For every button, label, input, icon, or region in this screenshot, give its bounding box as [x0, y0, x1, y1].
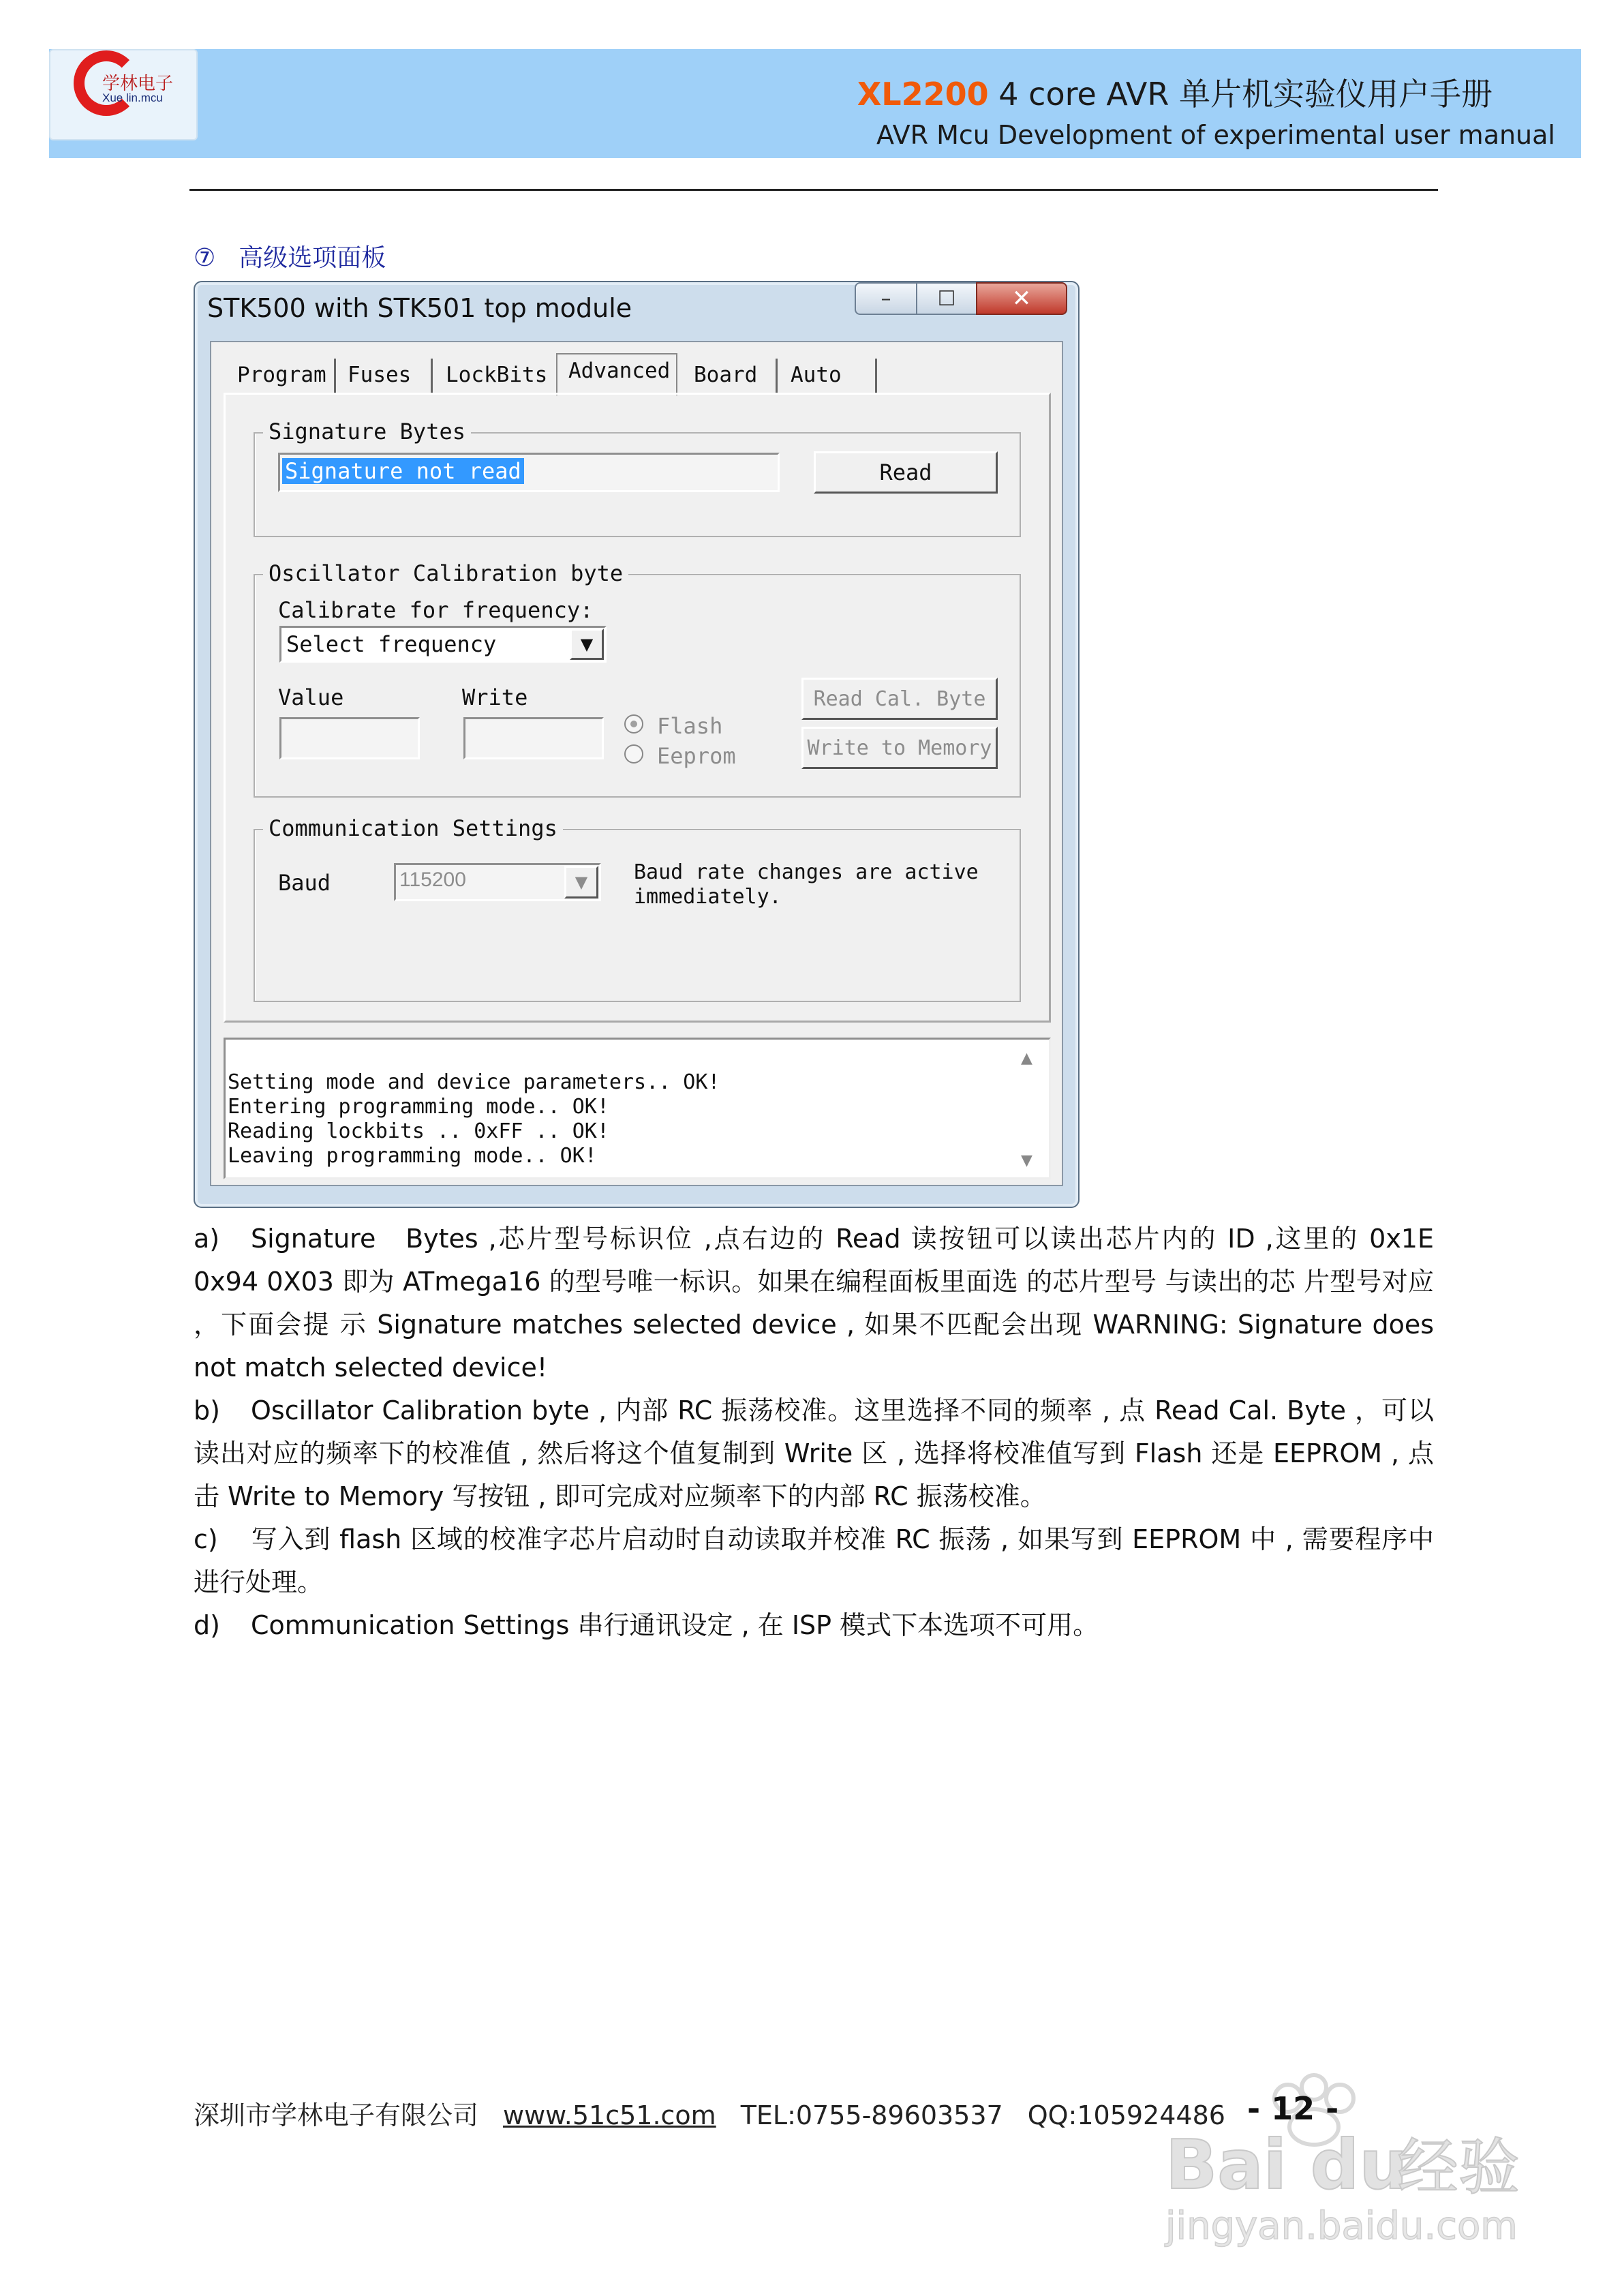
signature-value: Signature not read: [282, 458, 524, 484]
header-subtitle: AVR Mcu Development of experimental user manual: [876, 120, 1555, 150]
tab-lockbits[interactable]: LockBits: [446, 363, 548, 387]
paragraph-d: [194, 1604, 1434, 1647]
paragraph-text: Signature Bytes ,芯片型号标识位 ,点右边的 Read 读按钮可以读出芯片内的 ID ,这里的 0x1E 0x94 0X03 即为 ATmega16 的型号唯一标识。如果在编程面板里面选 的芯片型号 与读出的芯 片型号对应 ，下面会提 示 Signature matches selected device , 如果不匹配会出现 WARNING: Signature does not match selected device!: [194, 1224, 1434, 1383]
tab-board[interactable]: Board: [694, 363, 758, 387]
page-number: - 12 -: [1247, 2090, 1339, 2127]
oscillator-group-title: Oscillator Calibration byte: [263, 560, 628, 586]
svg-text:jingyan.baidu.com: jingyan.baidu.com: [1165, 2204, 1518, 2248]
tab-auto[interactable]: Auto: [791, 363, 842, 387]
section-title: 高级选项面板: [239, 244, 386, 272]
page-footer: [194, 2094, 1250, 2132]
section-heading: [194, 239, 386, 273]
maximize-button[interactable]: [916, 282, 977, 315]
read-signature-button[interactable]: Read: [814, 451, 998, 494]
log-line: Setting mode and device parameters.. OK!: [228, 1070, 720, 1094]
value-label: Value: [278, 684, 344, 710]
footer-company: 深圳市学林电子有限公司: [194, 2100, 479, 2130]
footer-website-link[interactable]: www.51c51.com: [503, 2100, 716, 2130]
section-number: ⑦: [194, 244, 216, 272]
tab-fuses[interactable]: Fuses: [348, 363, 412, 387]
header-title-rest: 4 core AVR 单片机实验仪用户手册: [988, 76, 1493, 112]
chevron-down-icon[interactable]: ▼: [570, 629, 604, 660]
close-icon: ✕: [1011, 285, 1032, 312]
paragraph-text: 写入到 flash 区域的校准字芯片启动时自动读取并校准 RC 振荡 , 如果写到 EEPROM 中 , 需要程序中进行处理。: [194, 1524, 1434, 1597]
baud-note-line2: immediately.: [634, 885, 782, 909]
baud-chevron-down-icon[interactable]: ▼: [564, 866, 598, 898]
write-field[interactable]: [463, 717, 604, 759]
baud-note-line1: Baud rate changes are active: [634, 860, 979, 884]
header-title: [857, 70, 1493, 115]
scroll-down-icon[interactable]: ▼: [1021, 1152, 1032, 1169]
tab-separator: [431, 359, 433, 393]
paragraph-a: [194, 1218, 1434, 1389]
minimize-button[interactable]: [855, 282, 917, 315]
communication-group-title: Communication Settings: [263, 815, 563, 841]
paragraph-marker: c): [194, 1524, 218, 1554]
paragraph-marker: d): [194, 1610, 220, 1640]
radio-dot-icon: [630, 721, 637, 727]
svg-text:Bai du: Bai du: [1165, 2125, 1408, 2205]
write-to-memory-button[interactable]: Write to Memory: [801, 727, 998, 769]
tab-separator: [776, 359, 778, 393]
value-field[interactable]: [279, 717, 420, 759]
paragraph-c: [194, 1518, 1434, 1604]
footer-tel: TEL:0755-89603537: [740, 2100, 1003, 2130]
paragraph-text: Communication Settings 串行通讯设定 , 在 ISP 模式下本选项不可用。: [251, 1610, 1099, 1640]
flash-radio-label: Flash: [657, 713, 723, 739]
svg-text:经验: 经验: [1397, 2132, 1520, 2203]
eeprom-radio[interactable]: [624, 744, 643, 764]
tab-separator: [334, 359, 336, 393]
logo-text-cn: 学林电子: [102, 74, 174, 94]
logo-text-en: Xue lin.mcu: [102, 91, 163, 104]
close-button[interactable]: [976, 282, 1067, 315]
scroll-up-icon[interactable]: ▲: [1021, 1050, 1032, 1067]
write-label: Write: [462, 684, 528, 710]
paragraph-marker: b): [194, 1395, 220, 1425]
log-line: Reading lockbits .. 0xFF .. OK!: [228, 1119, 609, 1143]
baud-label: Baud: [278, 870, 331, 896]
communication-group: [254, 829, 1021, 1002]
minimize-icon: –: [881, 286, 891, 311]
maximize-icon: ☐: [937, 286, 956, 311]
paragraph-b: [194, 1389, 1434, 1518]
read-cal-byte-button[interactable]: Read Cal. Byte: [801, 678, 998, 720]
paragraph-marker: a): [194, 1224, 220, 1254]
tab-separator: [875, 359, 877, 393]
baud-select-value: 115200: [399, 868, 466, 891]
footer-qq: QQ:105924486: [1027, 2100, 1225, 2130]
signature-group-title: Signature Bytes: [263, 419, 471, 444]
log-line: Leaving programming mode.. OK!: [228, 1144, 597, 1168]
header-divider: [189, 189, 1438, 191]
paragraph-text: Oscillator Calibration byte , 内部 RC 振荡校准。这里选择不同的频率 , 点 Read Cal. Byte ，可以读出对应的频率下的校准值 , 然后将这个值复制到 Write 区 , 选择将校准值写到 Flash 还是 EEPROM , 点击 Write to Memory 写按钮 , 即可完成对应频率下的内部 RC 振荡校准。: [194, 1395, 1434, 1511]
frequency-select-value: Select frequency: [286, 631, 497, 657]
window-title: STK500 with STK501 top module: [207, 293, 632, 323]
calibrate-frequency-label: Calibrate for frequency:: [278, 597, 594, 623]
product-name: XL2200: [857, 76, 989, 112]
log-line: Entering programming mode.. OK!: [228, 1095, 609, 1119]
eeprom-radio-label: Eeprom: [657, 743, 736, 769]
tab-advanced[interactable]: Advanced: [568, 359, 671, 383]
status-log-lines: [228, 1070, 720, 1168]
tab-program[interactable]: Program: [237, 363, 326, 387]
